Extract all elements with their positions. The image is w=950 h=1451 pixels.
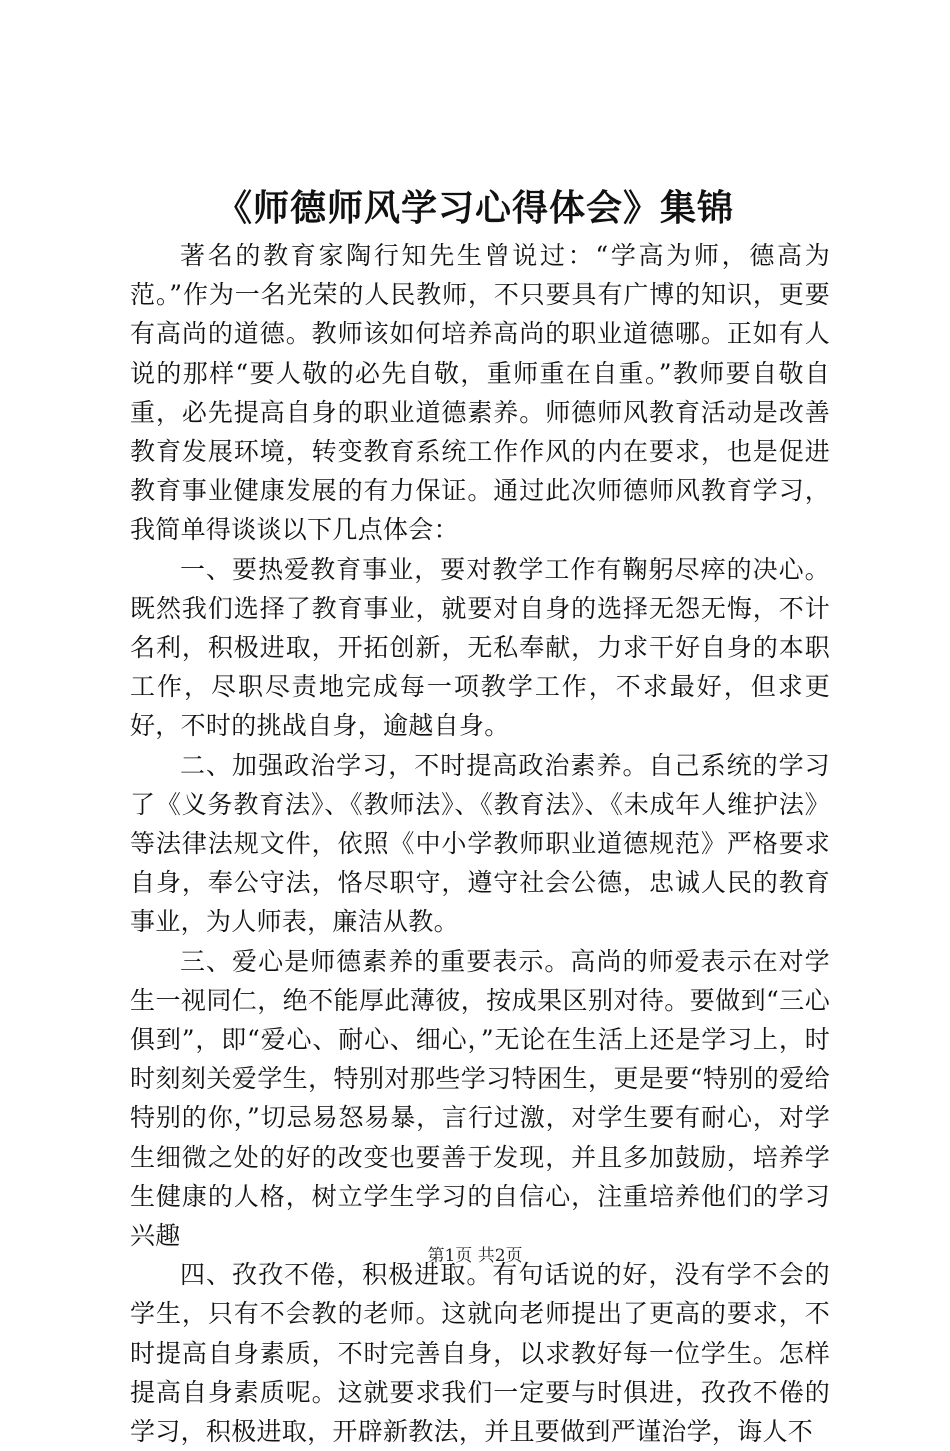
paragraph-point-3: 三、爱心是师德素养的重要表示。高尚的师爱表示在对学生一视同仁，绝不能厚此薄彼，按成果区别对待。要做到“三心俱到”，即“爱心、耐心、细心，”无论在生活上还是学习上，时时刻刻关爱学生，特别对那些学习特困生，更是要“特别的爱给特别的你，”切忌易怒易暴，言行过激，对学生要有耐心，对学生细微之处的好的改变也要善于发现，并且多加鼓励，培养学生健康的人格，树立学生学习的自信心，注重培养他们的学习兴趣 [130,946,830,1251]
paragraph-point-1: 一、要热爱教育事业，要对教学工作有鞠躬尽瘁的决心。既然我们选择了教育事业，就要对自身的选择无怨无悔，不计名利，积极进取，开拓创新，无私奉献，力求干好自身的本职工作，尽职尽责地完成每一项教学工作，不求最好，但求更好，不时的挑战自身，逾越自身。 [130,554,830,741]
paragraph-intro: 著名的教育家陶行知先生曾说过：“学高为师，德高为范。”作为一名光荣的人民教师，不只要具有广博的知识，更要有高尚的道德。教师该如何培养高尚的职业道德哪。正如有人说的那样“要人敬的必先自敬，重师重在自重。”教师要自敬自重，必先提高自身的职业道德素养。师德师风教育活动是改善教育发展环境，转变教育系统工作作风的内在要求，也是促进教育事业健康发展的有力保证。通过此次师德师风教育学习，我简单得谈谈以下几点体会： [130,241,830,545]
paragraph-point-4: 四、孜孜不倦，积极进取。有句话说的好，没有学不会的学生，只有不会教的老师。这就向老师提出了更高的要求，不时提高自身素质，不时完善自身，以求教好每一位学生。怎样提高自身素质呢。这就要求我们一定要与时俱进，孜孜不倦的学习，积极进取，开辟新教法，并且要做到严谨治学，诲人不 [130,1260,830,1447]
document-body [130,236,830,1451]
page-number-footer: 第1页 共2页 [427,1246,523,1266]
document-title: 《师德师风学习心得体会》集锦 [215,187,734,229]
paragraph-point-2: 二、加强政治学习，不时提高政治素养。自己系统的学习了《义务教育法》、《教师法》、《教育法》、《未成年人维护法》等法律法规文件，依照《中小学教师职业道德规范》严格要求自身，奉公守法，恪尽职守，遵守社会公德，忠诚人民的教育事业，为人师表，廉洁从教。 [130,750,830,937]
